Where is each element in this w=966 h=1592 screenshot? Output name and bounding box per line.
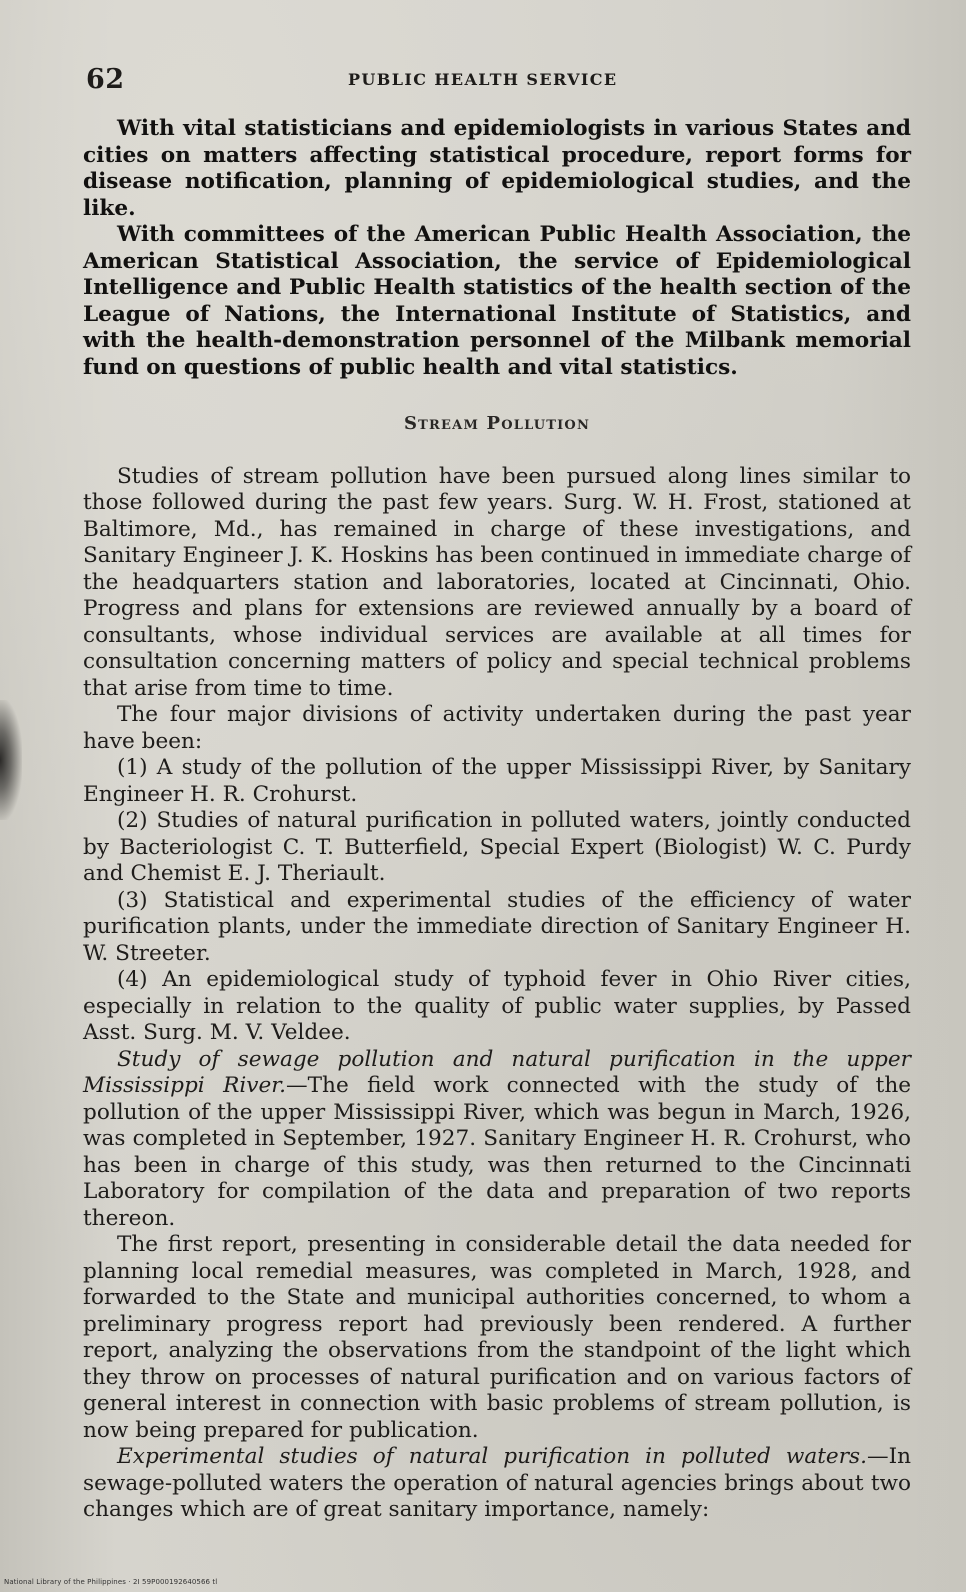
paragraph-upper-mississippi <box>83 1047 911 1233</box>
paragraph-stream-studies: Studies of stream pollution have been pursued along lines similar to those followed during the past few years. Surg. W. H. Frost, stationed at Baltimore, Md., has remained in charge of these investigations, and Sanitary Engineer J. K. Hoskins has been continued in immediate charge of the headquarters station and laboratories, located at Cincinnati, Ohio. Progress and plans for extensions are reviewed annually by a board of consultants, whose individual services are available at all times for consultation concerning matters of policy and special technical problems that arise from time to time. <box>83 463 911 701</box>
binding-shadow <box>0 700 22 820</box>
subsection-body-upper-mississippi: —The field work connected with the study of the pollution of the upper Mississippi River, which was begun in March, 1926, was completed in September, 1927. Sanitary Engineer H. R. Crohurst, who has been in charge of this study, was then returned to the Cincinnati Laboratory for compilation of the data and preparation of two reports thereon. <box>83 1073 912 1231</box>
list-item-division-3: (3) Statistical and experimental studies of the efficiency of water purification plants, under the immediate direction of Sanitary Engineer H. W. Streeter. <box>83 887 911 966</box>
running-title: PUBLIC HEALTH SERVICE <box>348 70 618 89</box>
section-heading-stream-pollution: Stream Pollution <box>403 413 591 434</box>
paragraph-first-report: The first report, presenting in considerable detail the data needed for planning local remedial measures, was completed in March, 1928, and forwarded to the State and municipal authorities concerned, to whom a preliminary progress report had previously been rendered. A further report, analyzing the observations from the standpoint of the light which they throw on processes of natural purification and on various factors of general interest in connection with basic problems of stream pollution, is now being prepared for publication. <box>83 1232 911 1443</box>
subsection-lead-experimental: Experimental studies of natural purification in polluted waters. <box>117 1444 867 1469</box>
paragraph-vital-statisticians: With vital statisticians and epidemiologists in various States and cities on matters affecting statistical procedure, report forms for disease notification, planning of epidemiological studies, and the like. <box>83 116 911 221</box>
subsection-body-experimental: —In sewage-polluted waters the operation of natural agencies brings about two changes which are of great sanitary importance, namely: <box>83 1444 911 1522</box>
running-header <box>86 64 912 98</box>
page-body <box>83 116 911 1524</box>
scan-attribution: National Library of the Philippines · 2I 59P000192640566 tl <box>4 1578 218 1586</box>
paragraph-four-divisions: The four major divisions of activity undertaken during the past year have been: <box>83 702 911 754</box>
paragraph-committees: With committees of the American Public Health Association, the American Statistical Association, the service of Epidemiological Intelligence and Public Health statistics of the health section of the League of Nations, the International Institute of Statistics, and with the health-demonstration personnel of the Milbank memorial fund on questions of public health and vital statistics. <box>83 222 911 380</box>
list-item-division-1: (1) A study of the pollution of the upper Mississippi River, by Sanitary Engineer H. R. Crohurst. <box>83 755 911 807</box>
subsection-lead-upper-mississippi: Study of sewage pollution and natural purification in the upper Mississippi River. <box>83 1046 911 1098</box>
list-item-division-2: (2) Studies of natural purification in polluted waters, jointly conducted by Bacteriologist C. T. Butterfield, Special Expert (Biologist) W. C. Purdy and Chemist E. J. Theriault. <box>83 808 911 886</box>
list-item-division-4: (4) An epidemiological study of typhoid fever in Ohio River cities, especially in relation to the quality of public water supplies, by Passed Asst. Surg. M. V. Veldee. <box>83 967 911 1045</box>
page-number: 62 <box>86 64 125 95</box>
paragraph-experimental-studies <box>83 1444 911 1524</box>
